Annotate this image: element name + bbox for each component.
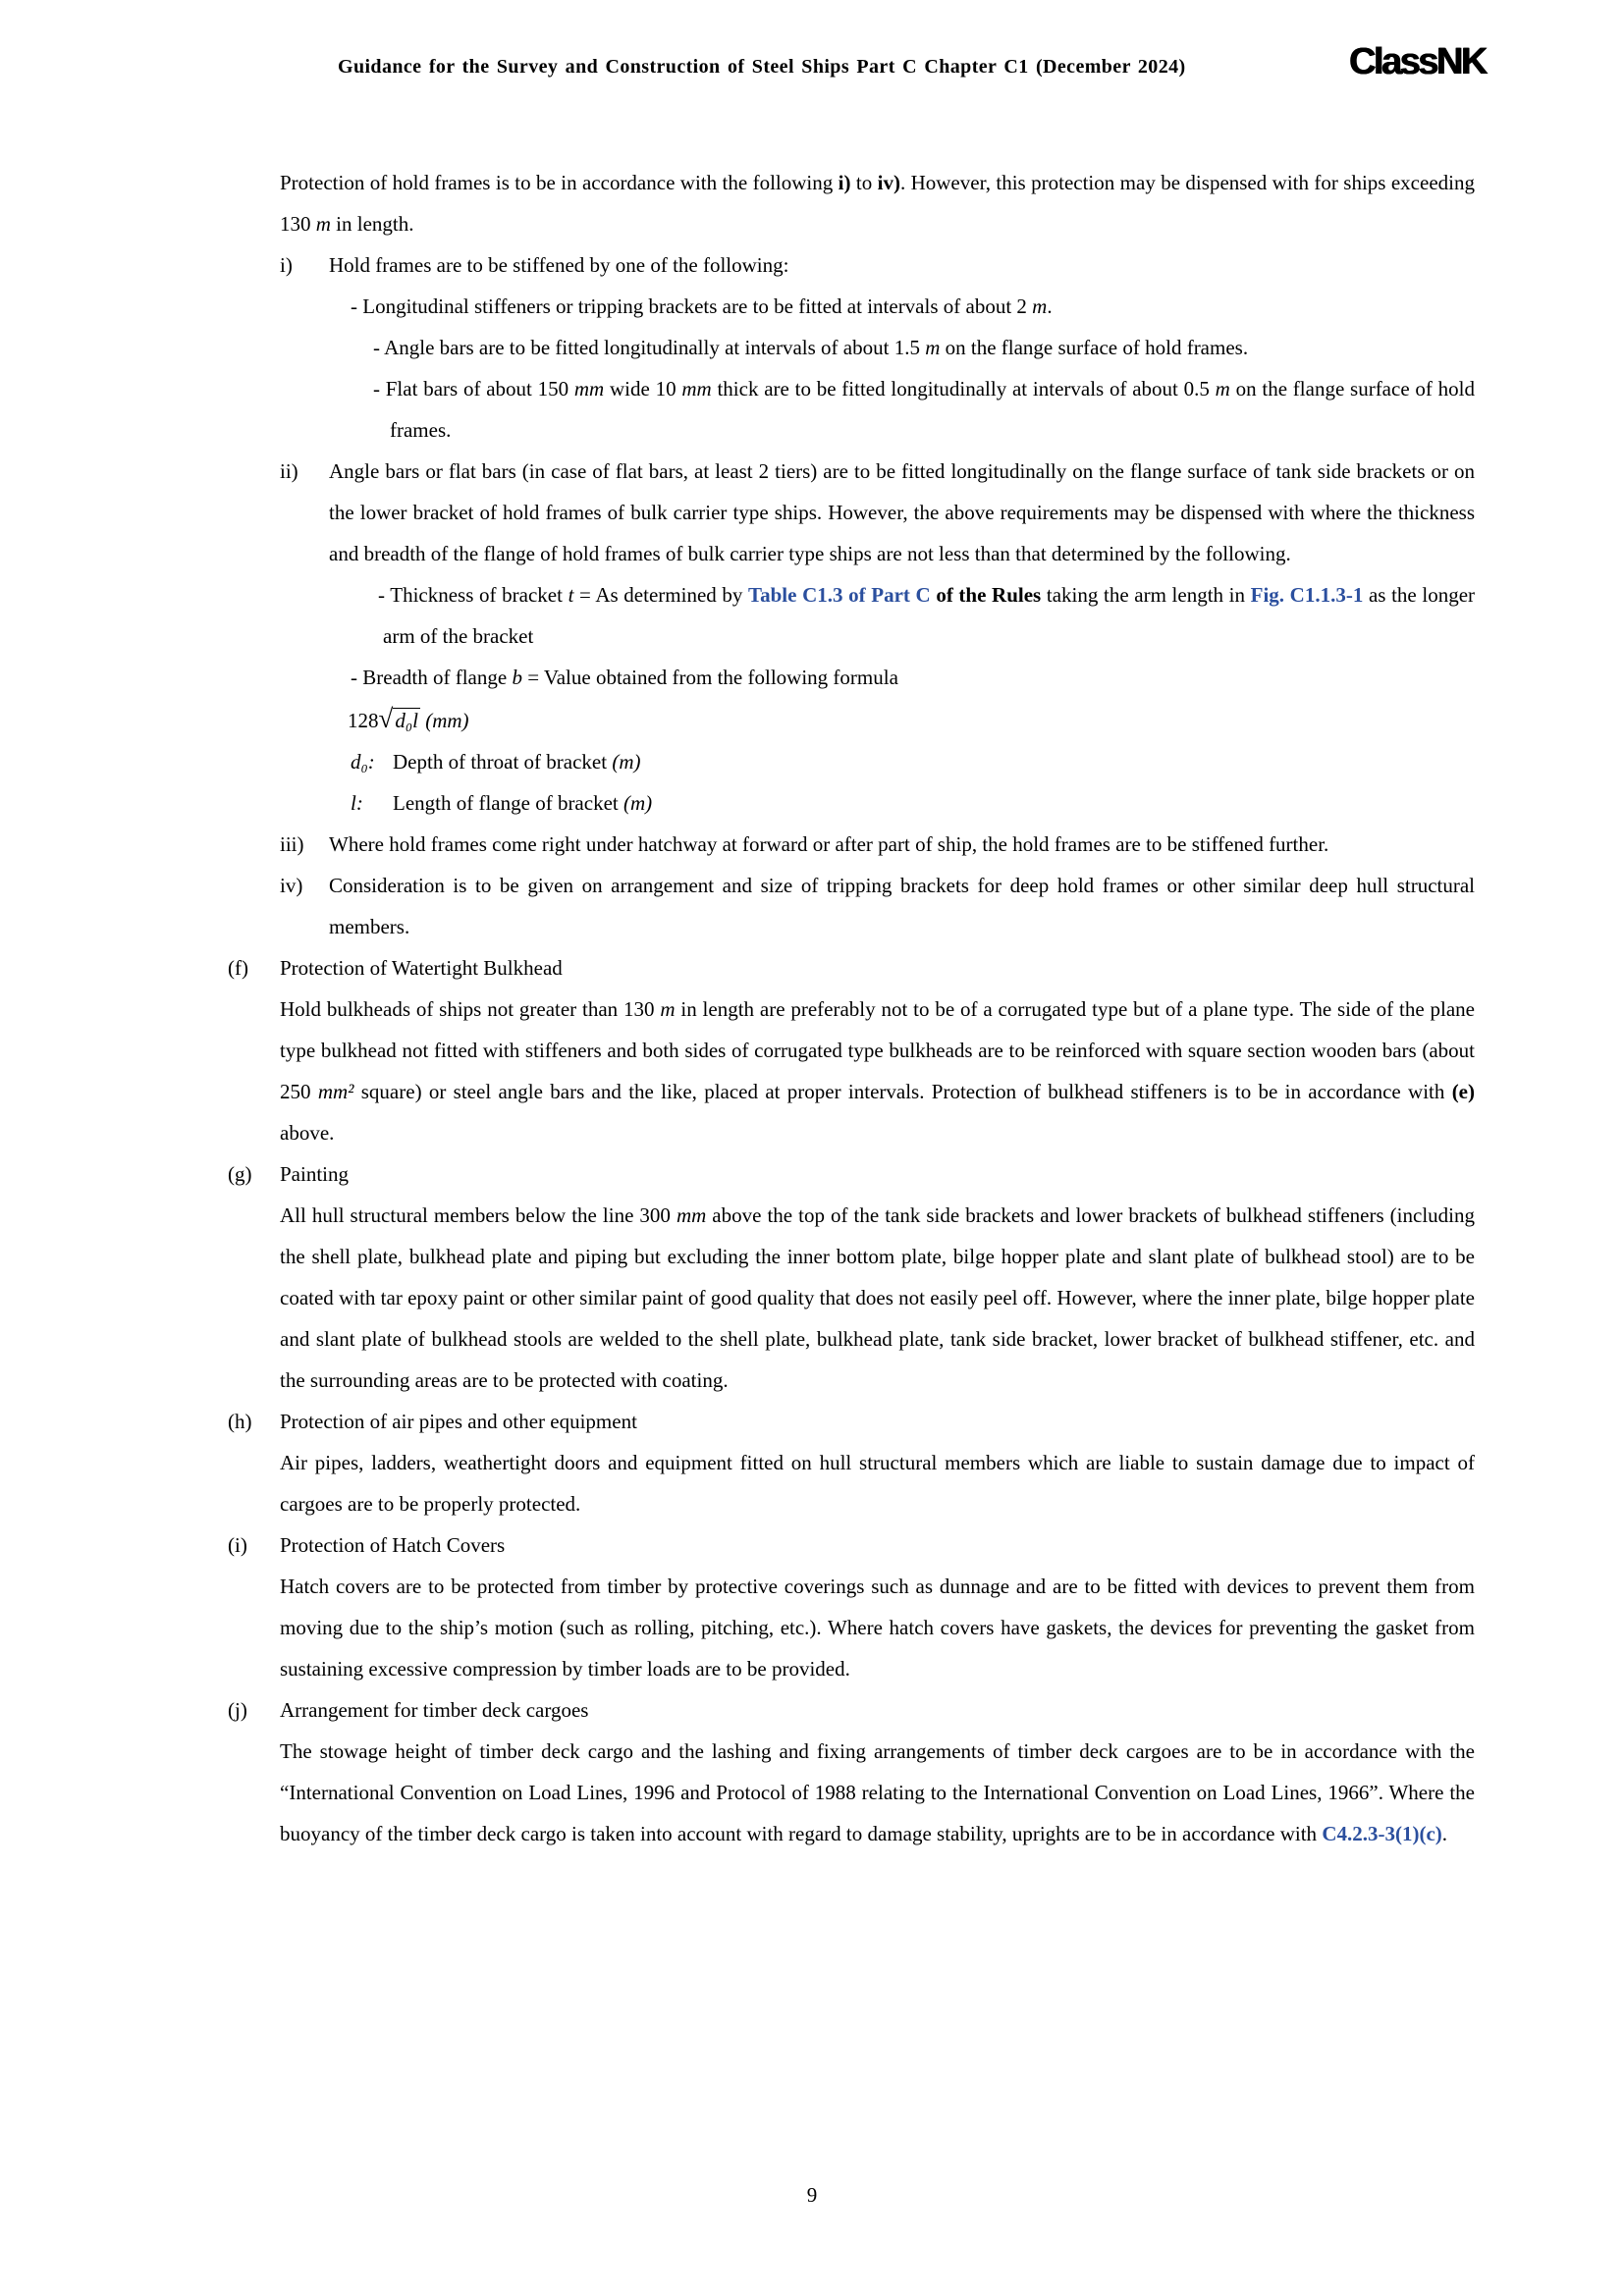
text-segment: m bbox=[925, 336, 941, 359]
text-segment: (mm) bbox=[419, 709, 469, 732]
text-segment: All hull structural members below the line 300 bbox=[280, 1203, 677, 1227]
text-segment: √ bbox=[378, 704, 394, 733]
text-segment: on the flange surface of hold frames. bbox=[390, 377, 1476, 442]
text-segment: m bbox=[315, 212, 331, 236]
text-segment: wide 10 bbox=[604, 377, 682, 400]
text-segment: mm bbox=[573, 377, 605, 400]
text-segment: = Value obtained from the following formula bbox=[521, 666, 898, 689]
block-alpha bbox=[228, 947, 1475, 988]
text-segment: to bbox=[850, 171, 878, 194]
text-segment: Protection of Hatch Covers bbox=[280, 1533, 506, 1557]
text-segment: - Thickness of bracket bbox=[378, 583, 568, 607]
text-segment: (m) bbox=[612, 750, 641, 774]
text-segment: Protection of Watertight Bulkhead bbox=[280, 956, 563, 980]
text-segment: Where hold frames come right under hatchway at forward or after part of ship, the hold frames are to be stiffened further. bbox=[329, 832, 1329, 856]
block-def bbox=[228, 741, 1475, 782]
text-segment: in length. bbox=[330, 212, 414, 236]
text-segment: as the longer arm of the bracket bbox=[383, 583, 1476, 648]
item-label: (h) bbox=[228, 1410, 252, 1433]
text-segment: . bbox=[1047, 294, 1053, 318]
text-segment: above the top of the tank side brackets and lower brackets of bulkhead stiffeners (including the shell plate, bulkhead plate and piping but excluding the inner bottom plate, bilge hopper plate and slant plate of bulkhead stool) are to be coated with tar epoxy paint or other similar paint of good quality that does not easily peel off. However, where the inner plate, bilge hopper plate and slant plate of bulkhead stools are welded to the shell plate, bulkhead plate, tank side bracket, lower bracket of bulkhead stiffener, etc. and the surrounding areas are to be protected with coating. bbox=[280, 1203, 1475, 1392]
block-para bbox=[228, 1566, 1475, 1689]
block-para bbox=[228, 1195, 1475, 1401]
text-segment: Hold frames are to be stiffened by one of the following: bbox=[329, 253, 789, 277]
text-segment: square) or steel angle bars and the like, placed at proper intervals. Protection of bulkhead stiffeners is to be in accordance with bbox=[353, 1080, 1452, 1103]
text-segment: m bbox=[1032, 294, 1048, 318]
block-dash2 bbox=[228, 327, 1475, 368]
text-segment: Hold bulkheads of ships not greater than 130 bbox=[280, 997, 661, 1021]
text-segment: = As determined by bbox=[573, 583, 749, 607]
text-segment: iv) bbox=[877, 171, 900, 194]
block-dash1 bbox=[228, 657, 1475, 698]
text-segment: Air pipes, ladders, weathertight doors and equipment fitted on hull structural members which are liable to sustain damage due to impact of cargoes are to be properly protected. bbox=[280, 1451, 1475, 1516]
cross-reference-link[interactable]: C4.2.3-3(1)(c) bbox=[1322, 1822, 1442, 1845]
text-segment: - Longitudinal stiffeners or tripping brackets are to be fitted at intervals of about 2 bbox=[351, 294, 1033, 318]
block-def bbox=[228, 782, 1475, 824]
text-segment: . bbox=[1441, 1822, 1448, 1845]
text-segment: d₀l bbox=[395, 709, 418, 732]
cross-reference-link[interactable]: Table C1.3 of Part C bbox=[748, 583, 931, 607]
text-segment: m bbox=[660, 997, 676, 1021]
block-para bbox=[228, 162, 1475, 244]
block-roman bbox=[228, 865, 1475, 947]
item-label: iv) bbox=[280, 874, 303, 897]
text-segment: t bbox=[568, 583, 574, 607]
block-para bbox=[228, 988, 1475, 1153]
item-label: iii) bbox=[280, 832, 304, 856]
page-number: 9 bbox=[806, 2183, 818, 2207]
block-roman bbox=[228, 244, 1475, 286]
text-segment: Angle bars or flat bars (in case of flat bars, at least 2 tiers) are to be fitted longitudinally on the flange surface of tank side brackets or on the lower bracket of hold frames of bulk carrier type ships. However, the above requirements may be dispensed with where the thickness and breadth of the flange of hold frames of bulk carrier type ships are not less than that determined by the following. bbox=[329, 459, 1475, 565]
block-alpha bbox=[228, 1689, 1475, 1731]
item-label: (g) bbox=[228, 1162, 252, 1186]
text-segment: - Flat bars of about 150 bbox=[373, 377, 574, 400]
block-dash2t bbox=[228, 574, 1475, 657]
text-segment: Length of flange of bracket bbox=[393, 791, 623, 815]
text-segment: on the flange surface of hold frames. bbox=[940, 336, 1249, 359]
block-alpha bbox=[228, 1524, 1475, 1566]
text-segment: mm bbox=[676, 1203, 707, 1227]
item-label: d₀: bbox=[351, 750, 375, 774]
block-roman bbox=[228, 451, 1475, 574]
item-label: l: bbox=[351, 791, 363, 815]
block-alpha bbox=[228, 1401, 1475, 1442]
document-title: Guidance for the Survey and Construction of Steel Ships Part C Chapter C1 (December 2024) bbox=[338, 56, 1186, 78]
text-segment: Protection of hold frames is to be in accordance with the following bbox=[280, 171, 839, 194]
text-segment: of the Rules bbox=[936, 583, 1042, 607]
text-segment: thick are to be fitted longitudinally at intervals of about 0.5 bbox=[711, 377, 1216, 400]
document-body bbox=[228, 162, 1475, 1854]
block-roman bbox=[228, 824, 1475, 865]
text-segment: Arrangement for timber deck cargoes bbox=[280, 1698, 589, 1722]
text-segment: . However, this protection may be dispensed with for ships exceeding 130 bbox=[280, 171, 1475, 236]
text-segment: - Angle bars are to be fitted longitudinally at intervals of about 1.5 bbox=[373, 336, 926, 359]
text-segment: Hatch covers are to be protected from timber by protective coverings such as dunnage and are to be fitted with devices to prevent them from moving due to the ship’s motion (such as rolling, pitching, etc.). Where hatch covers have gaskets, the devices for preventing the gasket from sustaining excessive compression by timber loads are to be provided. bbox=[280, 1575, 1475, 1681]
text-segment: The stowage height of timber deck cargo and the lashing and fixing arrangements of timber deck cargoes are to be in accordance with the “International Convention on Load Lines, 1996 and Protocol of 1988 relating to the International Convention on Load Lines, 1966”. Where the buoyancy of the timber deck cargo is taken into account with regard to damage stability, uprights are to be in accordance with bbox=[280, 1739, 1475, 1845]
item-label: (j) bbox=[228, 1698, 247, 1722]
text-segment: (m) bbox=[623, 791, 653, 815]
text-segment: Consideration is to be given on arrangement and size of tripping brackets for deep hold frames or other similar deep hull structural members. bbox=[329, 874, 1475, 938]
text-segment: (e) bbox=[1451, 1080, 1475, 1103]
text-segment: Depth of throat of bracket bbox=[393, 750, 613, 774]
text-segment: above. bbox=[280, 1121, 335, 1145]
item-label: ii) bbox=[280, 459, 298, 483]
item-label: i) bbox=[280, 253, 293, 277]
text-segment: - Breadth of flange bbox=[351, 666, 513, 689]
classnk-logo: ClassNK bbox=[1349, 41, 1486, 82]
text-segment: i) bbox=[838, 171, 851, 194]
text-segment: in length are preferably not to be of a corrugated type but of a plane type. The side of the plane type bulkhead not fitted with stiffeners and both sides of corrugated type bulkheads are to be reinforced with square section wooden bars (about 250 bbox=[280, 997, 1476, 1103]
text-segment: Painting bbox=[280, 1162, 350, 1186]
block-para bbox=[228, 1442, 1475, 1524]
text-segment: b bbox=[512, 666, 522, 689]
text-segment: 128 bbox=[348, 709, 379, 732]
block-alpha bbox=[228, 1153, 1475, 1195]
block-dash2 bbox=[228, 368, 1475, 451]
cross-reference-link[interactable]: Fig. C1.1.3-1 bbox=[1250, 583, 1364, 607]
block-dash1 bbox=[228, 286, 1475, 327]
block-para bbox=[228, 1731, 1475, 1854]
text-segment: mm bbox=[681, 377, 712, 400]
text-segment: Protection of air pipes and other equipment bbox=[280, 1410, 637, 1433]
text-segment: mm² bbox=[317, 1080, 354, 1103]
item-label: (f) bbox=[228, 956, 248, 980]
block-formula bbox=[228, 698, 1475, 741]
text-segment: taking the arm length in bbox=[1041, 583, 1251, 607]
item-label: (i) bbox=[228, 1533, 247, 1557]
text-segment: m bbox=[1215, 377, 1230, 400]
